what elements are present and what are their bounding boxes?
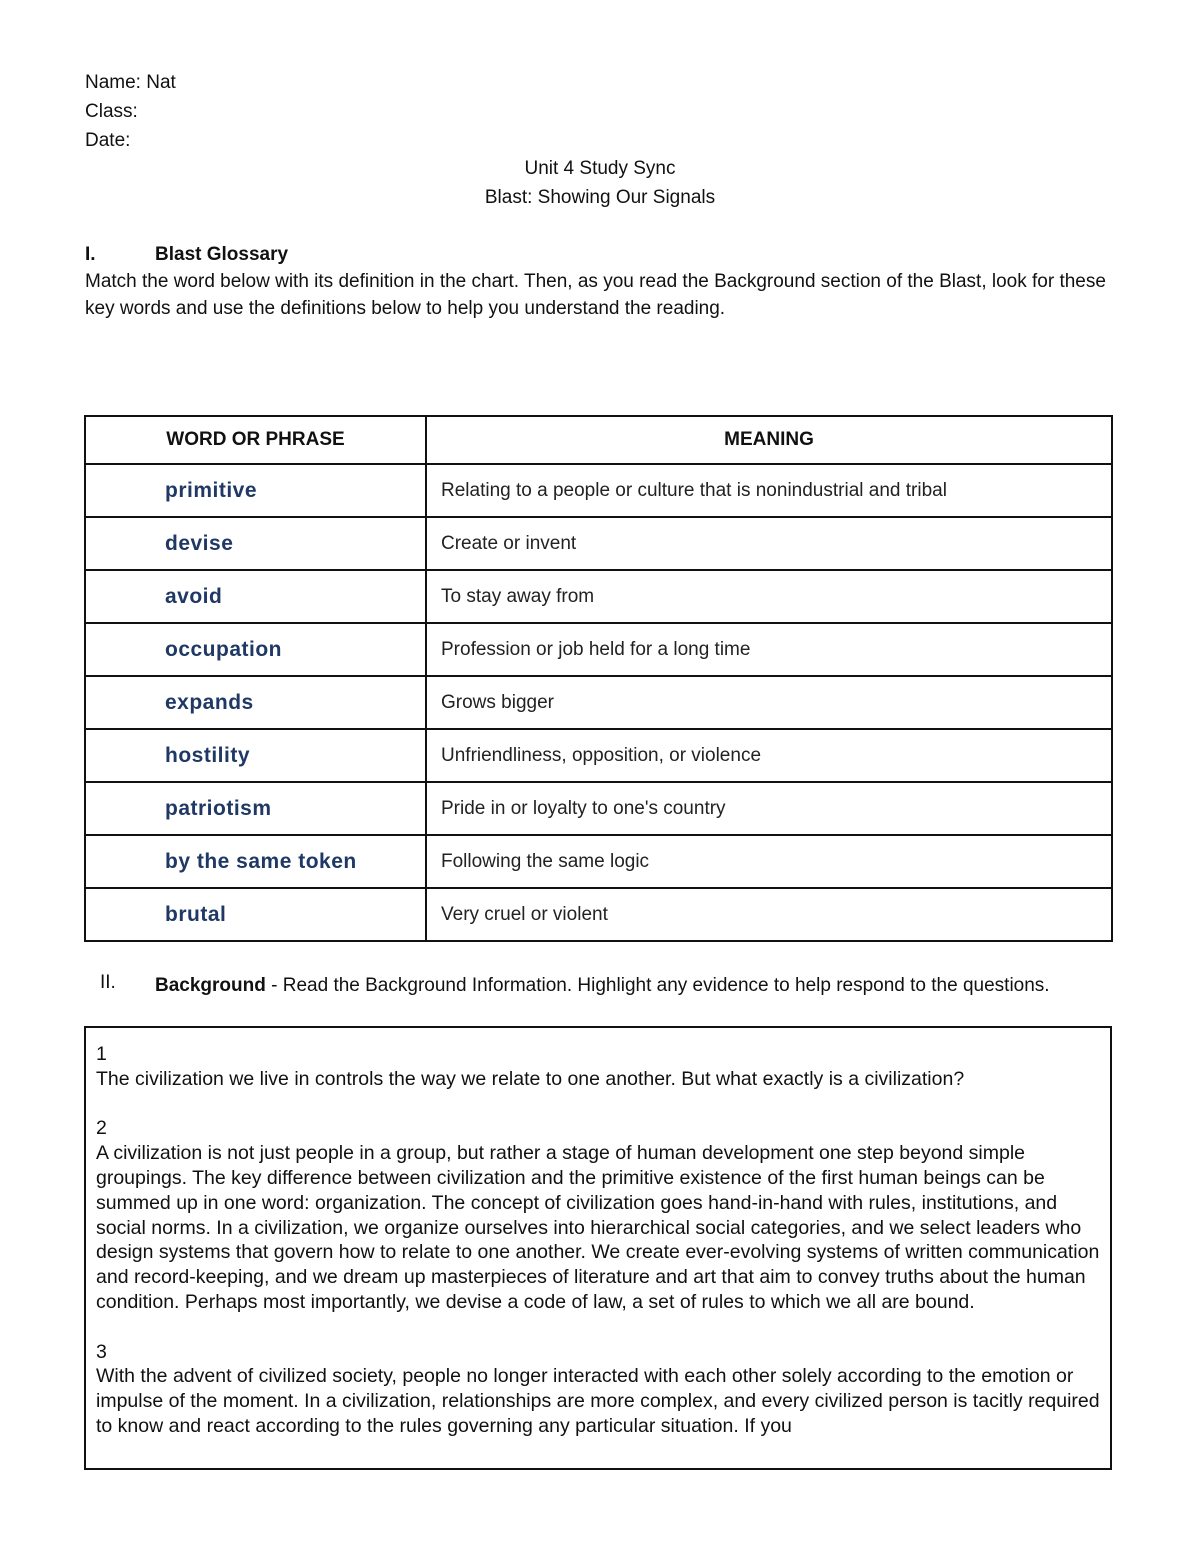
table-row: [85, 888, 1112, 941]
document-title: Unit 4 Study Sync: [524, 158, 676, 179]
table-row: [85, 835, 1112, 888]
name-line: Name: Nat: [85, 72, 176, 93]
column-header-word: WORD OR PHRASE: [85, 416, 426, 464]
paragraph-text: The civilization we live in controls the way we relate to one another. But what exactly is a civilization?: [96, 1067, 965, 1090]
glossary-word: devise: [85, 517, 426, 570]
section1-instructions: Match the word below with its definition in the chart. Then, as you read the Background section of the Blast, look for these key words and use the definitions below to help you understand the reading.: [85, 271, 1106, 319]
glossary-meaning: Grows bigger: [426, 676, 1112, 729]
glossary-word: occupation: [85, 623, 426, 676]
table-row: [85, 782, 1112, 835]
paragraph-number: 3: [96, 1340, 107, 1363]
table-row: [85, 729, 1112, 782]
section1-number: I.: [85, 244, 96, 265]
section2-title: Background: [155, 975, 266, 996]
background-paragraph: [96, 1340, 1100, 1439]
section2-heading: [155, 972, 1115, 1000]
section2-instructions: - Read the Background Information. Highlight any evidence to help respond to the questions.: [265, 975, 1050, 996]
glossary-meaning: Following the same logic: [426, 835, 1112, 888]
column-header-meaning: MEANING: [426, 416, 1112, 464]
glossary-header-row: [85, 416, 1112, 464]
paragraph-text: With the advent of civilized society, people no longer interacted with each other solely according to the emotion or impulse of the moment. In a civilization, relationships are more complex, and every civilized person is tacitly required to know and react according to the rules governing any particular situation. If you: [96, 1365, 1100, 1437]
glossary-word: brutal: [85, 888, 426, 941]
glossary-word: by the same token: [85, 835, 426, 888]
table-row: [85, 623, 1112, 676]
paragraph-text: A civilization is not just people in a group, but rather a stage of human development one step beyond simple groupings. The key difference between civilization and the primitive existence of the first human beings can be summed up in one word: organization. The concept of civilization goes hand-in-hand with rules, institutions, and social norms. In a civilization, we organize ourselves into hierarchical social categories, and we select leaders who design systems that govern how to relate to one another. We create ever-evolving systems of written communication and record-keeping, and we dream up masterpieces of literature and art that aim to convey truths about the human condition. Perhaps most importantly, we devise a code of law, a set of rules to which we all are bound.: [96, 1142, 1100, 1313]
glossary-word: avoid: [85, 570, 426, 623]
glossary-table: [84, 415, 1113, 942]
glossary-meaning: Create or invent: [426, 517, 1112, 570]
table-row: [85, 517, 1112, 570]
background-text-box: [84, 1026, 1112, 1470]
paragraph-number: 1: [96, 1043, 107, 1065]
class-line: Class:: [85, 101, 138, 122]
glossary-meaning: Pride in or loyalty to one's country: [426, 782, 1112, 835]
paragraph-number: 2: [96, 1117, 107, 1140]
glossary-meaning: To stay away from: [426, 570, 1112, 623]
glossary-word: patriotism: [85, 782, 426, 835]
glossary-word: expands: [85, 676, 426, 729]
glossary-word: hostility: [85, 729, 426, 782]
table-row: [85, 570, 1112, 623]
table-row: [85, 464, 1112, 517]
date-line: Date:: [85, 130, 131, 151]
glossary-meaning: Unfriendliness, opposition, or violence: [426, 729, 1112, 782]
glossary-meaning: Profession or job held for a long time: [426, 623, 1112, 676]
section2-number: II.: [100, 972, 116, 993]
document-subtitle: Blast: Showing Our Signals: [484, 187, 716, 208]
table-row: [85, 676, 1112, 729]
glossary-meaning: Relating to a people or culture that is nonindustrial and tribal: [426, 464, 1112, 517]
section1-title: Blast Glossary: [155, 244, 289, 265]
glossary-word: primitive: [85, 464, 426, 517]
glossary-meaning: Very cruel or violent: [426, 888, 1112, 941]
background-paragraph: [96, 1116, 1100, 1314]
background-paragraph: [96, 1042, 1100, 1092]
